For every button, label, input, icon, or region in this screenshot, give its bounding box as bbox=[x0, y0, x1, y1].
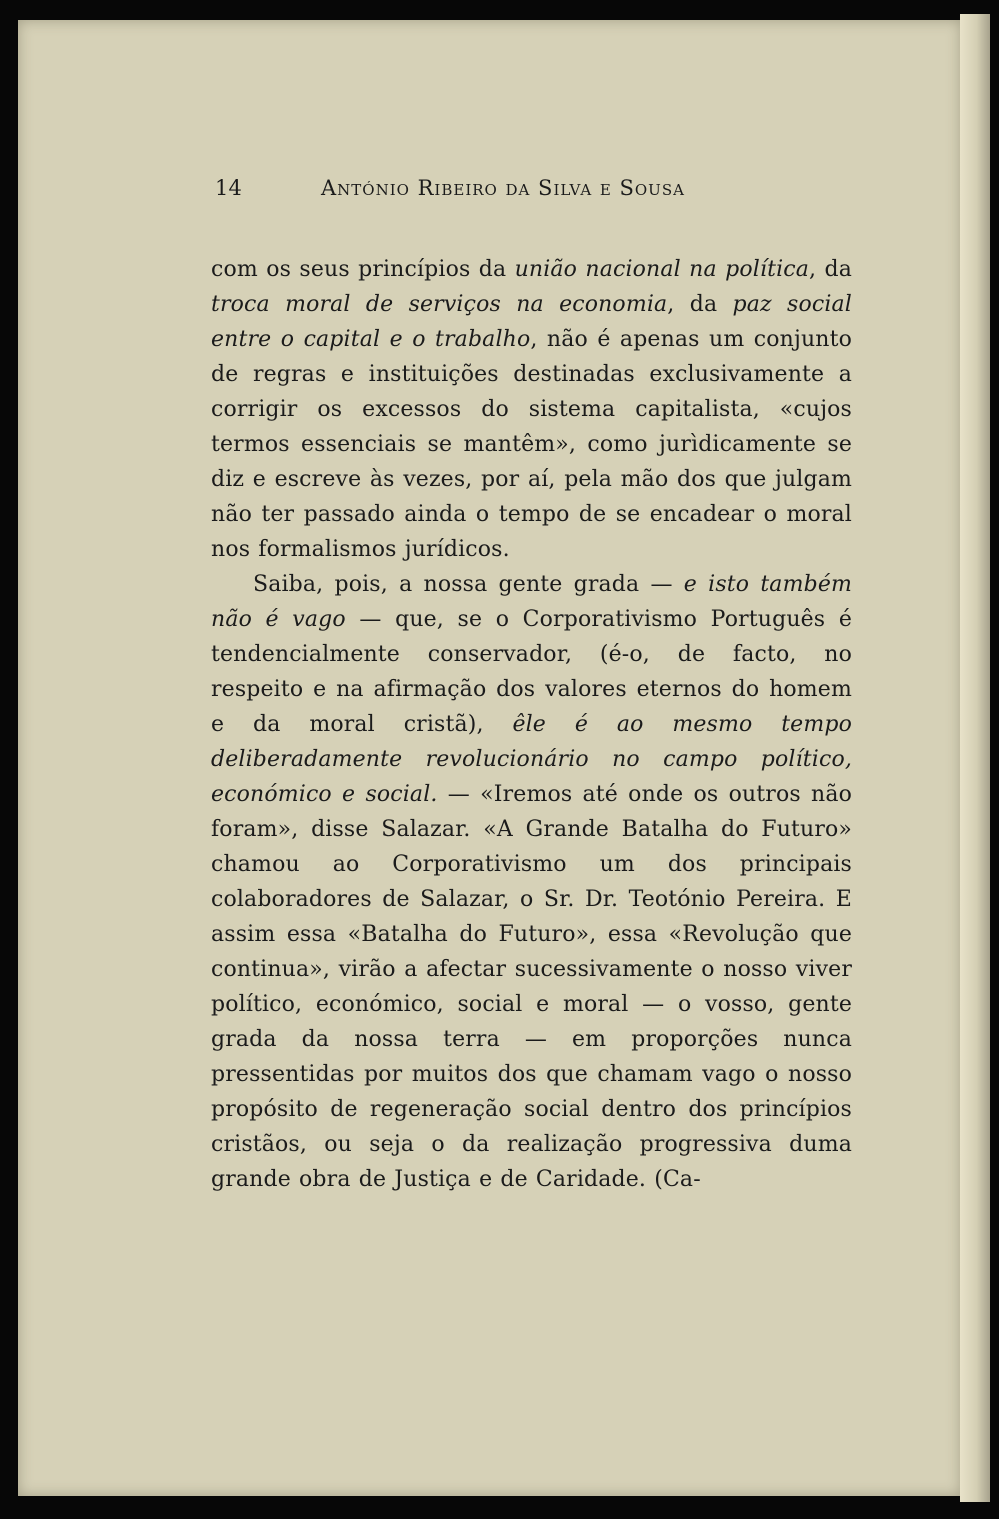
text-segment: Saiba, pois, a nossa gente grada — bbox=[253, 572, 684, 597]
italic-segment: troca moral de serviços na economia bbox=[211, 292, 668, 317]
paragraph-2 bbox=[211, 567, 852, 1197]
page-edge bbox=[960, 14, 990, 1502]
text-segment: — que, se o Corporativismo Português é tendencialmente conservador, (é-o, de facto, no respeito e na afirmação dos valores eternos do homem e da moral cristã), bbox=[211, 607, 852, 737]
italic-segment: e isto também não é vago bbox=[211, 572, 852, 632]
italic-segment: união nacional na política bbox=[514, 257, 810, 282]
page-number: 14 bbox=[215, 176, 243, 200]
text-segment: , da bbox=[667, 292, 733, 317]
paragraph-1 bbox=[211, 252, 852, 567]
text-segment: com os seus princípios da bbox=[211, 257, 515, 282]
italic-segment: paz social entre o capital e o trabalho bbox=[211, 292, 852, 352]
body-text bbox=[211, 252, 852, 1197]
text-segment: , da bbox=[809, 257, 852, 282]
text-segment: — «Iremos até onde os outros não foram», disse Salazar. «A Grande Batalha do Futuro» chamou ao Corporativismo um dos principais colaboradores de Salazar, o Sr. Dr. Teotónio Pereira. E assim essa «Batalha do Futuro», essa «Revolução que continua», virão a afectar sucessivamente o nosso viver político, económico, social e moral — o vosso, gente grada da nossa terra — em proporções nunca pressentidas por muitos dos que chamam vago o nosso propósito de regeneração social dentro dos princípios cristãos, ou seja o da realização progressiva duma grande obra de Justiça e de Caridade. (Ca- bbox=[211, 782, 853, 1192]
text-segment: , não é apenas um conjunto de regras e instituições destinadas exclusivamente a corrigir os excessos do sistema capitalista, «cujos termos essenciais se mantêm», como jurìdicamente se diz e escreve às vezes, por aí, pela mão dos que julgam não ter passado ainda o tempo de se encadear o moral nos formalismos jurídicos. bbox=[211, 327, 852, 562]
running-head: António Ribeiro da Silva e Sousa bbox=[321, 176, 685, 200]
book-page bbox=[18, 20, 961, 1496]
italic-segment: êle é ao mesmo tempo deliberadamente revolucionário no campo político, económico e social. bbox=[211, 712, 852, 807]
